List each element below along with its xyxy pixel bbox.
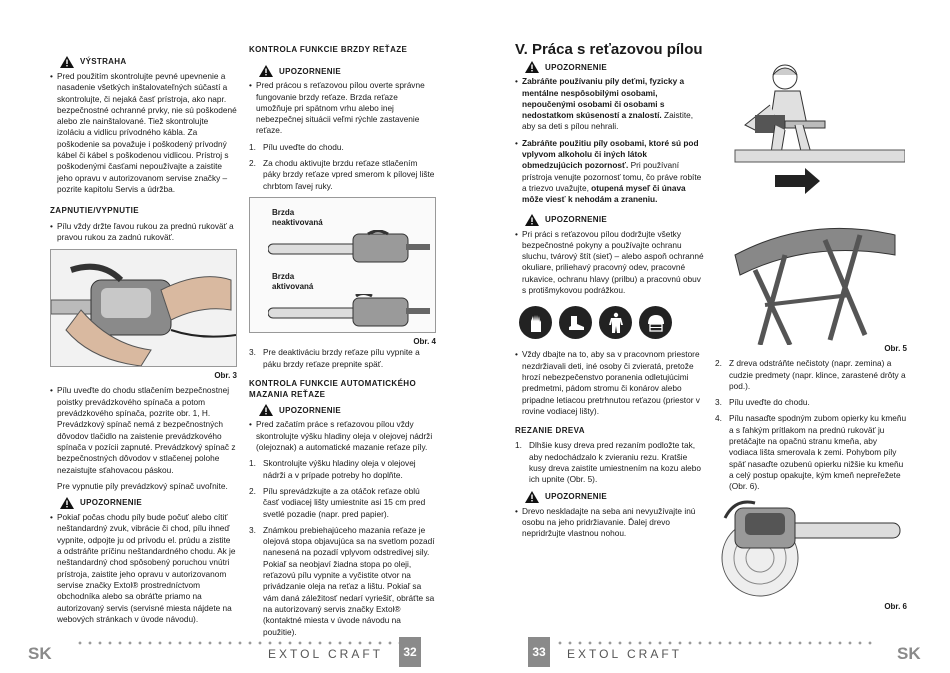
gloves-icon bbox=[519, 306, 552, 339]
figure-4-chain-brake bbox=[249, 197, 436, 333]
warning-heading: VÝSTRAHA bbox=[60, 56, 237, 68]
brake-inactive-label: Brzda neaktivovaná bbox=[272, 207, 323, 227]
page-number: 33 bbox=[528, 637, 550, 667]
cutting-step-1: 1. Dlhšie kusy dreva pred rezaním podložte tak, aby nedochádzalo k zvieraniu rezu. Kratšie kusy dreva zaistite umiestnením na kozu alebo ich upnite (Obr. 5). bbox=[515, 440, 702, 485]
brake-step-3: 3. Pre deaktiváciu brzdy reťaze pílu vypnite a páku brzdy reťaze prepnite späť. bbox=[249, 347, 420, 369]
caution-text: • Pokiaľ počas chodu píly bude počuť alebo cítiť neštandardný zvuk, vibrácie či chod, pílu ihneď vypnite, odpojte ju od prívodu el. prúdu a zistite a odstráňte príčinu neštandardného chodu. Ak je neštandardný chod spôsobený poruchou vnútri prístroja, zaistite jeho opravu v autorizovanom servise značky Extol® prostredníctvom obchodníka alebo sa obráťte priamo na autorizovaný servis (servisné miesta nájdete na webových stránkach v úvode návodu). bbox=[50, 512, 237, 625]
sawhorse-illustration bbox=[715, 55, 905, 345]
warning-icon bbox=[259, 404, 273, 416]
language-code: SK bbox=[28, 644, 52, 663]
caution-heading: UPOZORNENIE bbox=[525, 214, 705, 226]
warning-icon bbox=[259, 65, 273, 77]
caution-heading: UPOZORNENIE bbox=[525, 61, 705, 73]
chainsaw-brake-inactive-illustration bbox=[268, 230, 433, 266]
warning-icon bbox=[60, 497, 74, 509]
wood-holding-caution: • Drevo neskladajte na seba ani nevyužívajte inú osobu na jeho pridržiavanie. Ďalej drevo nepridržujte vlastnou nohou. bbox=[515, 506, 705, 540]
section-title-wood-cutting: REZANIE DREVA bbox=[515, 426, 585, 436]
figure-4-label: Obr. 4 bbox=[413, 336, 436, 346]
chapter-heading: V. Práca s reťazovou pílou bbox=[515, 41, 703, 58]
figure-5-sawhorse bbox=[715, 55, 905, 345]
left-column-2 bbox=[249, 44, 436, 643]
cutting-step-4: 4. Pílu nasaďte spodným zubom opierky ku kmeňu a s ľahkým prítlakom na prednú rukoväť ju pretáčajte na opačnú stranu kmeňa, aby vodiaca lišta smerovala k zemi. Pohybom píly späť nasaďte ozubenú opierku nižšie ku kmeňu a celý postup opakujte, kým kmeň nepreřežete (Obr. 6). bbox=[715, 413, 907, 492]
ppe-icons-row bbox=[519, 306, 705, 339]
stop-instruction: Pre vypnutie píly prevádzkový spínač uvoľnite. bbox=[57, 480, 228, 491]
caution-heading: UPOZORNENIE bbox=[259, 65, 436, 77]
alcohol-caution: • Zabráňte použitiu píly osobami, ktoré sú pod vplyvom alkoholu či iných látok obmedzujúcich pozornosť. Pri používaní prístroja venujte pozornosť tomu, čo práve robíte a triezvo uvažujte, otupená myseľ či únava môže viesť k nehodám a zraneniu. bbox=[515, 138, 705, 206]
brake-active-label: Brzda aktivovaná bbox=[272, 271, 314, 291]
chainsaw-hands-illustration bbox=[51, 250, 236, 366]
left-column-1 bbox=[50, 52, 237, 630]
protective-clothing-icon bbox=[599, 306, 632, 339]
bystanders-caution: • Vždy dbajte na to, aby sa v pracovnom priestore nezdržiavali deti, iné osoby či zvieratá, pretože hrozí nebezpečenstvo poranenia odletujúcimi predmetmi, pádom stromu či konárov alebo pripadne letiacou pretrhnutou reťazou (priestor v rovine vodiacej lišty). bbox=[515, 349, 705, 417]
helmet-visor-icon bbox=[639, 306, 672, 339]
ppe-caution: • Pri práci s reťazovou pílou dodržujte všetky bezpečnostné pokyny a používajte ochranu sluchu, tvárový štít (sieť) – alebo aspoň ochranné okuliare, priliehavý pracovný odev, pracovné rukavice, ochranu hlavy (prilbu) a pracovnú obuv s protišmykovou podrážkou. bbox=[515, 229, 705, 297]
figure-6-log-cutting bbox=[715, 498, 905, 598]
safety-boots-icon bbox=[559, 306, 592, 339]
caution-heading: UPOZORNENIE bbox=[60, 497, 237, 509]
caution-heading: UPOZORNENIE bbox=[259, 404, 436, 416]
figure-6-label: Obr. 6 bbox=[884, 601, 907, 611]
caution-heading: UPOZORNENIE bbox=[525, 491, 705, 503]
right-column-2 bbox=[715, 55, 907, 612]
lubrication-caution-text: • Pred začatím práce s reťazovou pílou vždy skontrolujte výšku hladiny oleja v olejovej nádrži (olejoznak) a automatické mazanie reťaze píly. bbox=[249, 419, 436, 453]
grip-instruction: • Pílu vždy držte ľavou rukou za prednú rukoväť a pravou rukou za zadnú rukoväť. bbox=[50, 221, 237, 244]
figure-5-label: Obr. 5 bbox=[884, 344, 907, 353]
page-number: 32 bbox=[399, 637, 421, 667]
warning-text: • Pred použitím skontrolujte pevné upevnenie a nasadenie všetkých inštalovateľných súčastí a skontrolujte, či nejaká časť prístroja, ako napr. bezpečnostné ochranné prvky, nie sú poškodené alebo zle nainštalované. Tiež skontrolujte izoláciu a vidlicu prívodného kábla. Za poškodenie sa považuje i poškodený prívodný kábel či kábel s poškodenou vidlicou. Prístroj s poškodenými časťami nepoužívajte a zaistite jeho opravu v autorizovanom servise značky – pozrite kapitolu Servis a údržba. bbox=[50, 71, 237, 195]
brake-step-1: 1. Pílu uveďte do chodu. bbox=[249, 141, 344, 152]
brake-caution-text: • Pred prácou s reťazovou pílou overte správne fungovanie brzdy reťaze. Brzda reťaze umožňuje pri spätnom vrhu alebo inej nebezpečnej situácii veľmi rýchle zastavenie reťaze. bbox=[249, 80, 436, 136]
warning-icon bbox=[525, 214, 539, 226]
brake-step-2: 2. Za chodu aktivujte brzdu reťaze stlačením páky brzdy reťaze vpred smerom k pílovej lište chrbtom ľavej ruky. bbox=[249, 158, 435, 191]
right-column-1 bbox=[515, 41, 705, 545]
cutting-step-3: 3. Pílu uveďte do chodu. bbox=[715, 397, 810, 408]
warning-icon bbox=[60, 56, 74, 68]
figure-3-chainsaw-grip bbox=[50, 249, 237, 367]
figure-3-label: Obr. 3 bbox=[214, 371, 237, 381]
chainsaw-brake-active-illustration bbox=[268, 294, 433, 330]
section-title-lubrication: KONTROLA FUNKCIE AUTOMATICKÉHO MAZANIA REŤAZE bbox=[249, 378, 417, 400]
section-title-on-off: ZAPNUTIE/VYPNUTIE bbox=[50, 206, 140, 216]
right-page bbox=[475, 0, 950, 673]
footer-dots bbox=[75, 641, 400, 645]
lubrication-step-1: 1. Skontrolujte výšku hladiny oleja v olejovej nádrži a v prípade potreby ho doplňte. bbox=[249, 458, 416, 480]
warning-icon bbox=[525, 491, 539, 503]
brand-logo: EXTOL CRAFT bbox=[268, 647, 384, 661]
lubrication-step-3: 3. Známkou prebiehajúceho mazania reťaze je olejová stopa objavujúca sa na svetlom pozadí nanesená na pozadí vplyvom odstredivej sily. Pokiaľ sa neobjaví žiadna stopa po oleji, reťazovú pílu vypnite a vyčistite otvor na privádzanie oleja na reťaz a lištu. Pokiaľ sa vám daná záležitosť nedarí vyriešiť, obráťte sa na autorizovaný servis značky Extol® (kontaktné miesta v úvode návodu na použitie). bbox=[249, 524, 435, 637]
footer-dots bbox=[555, 641, 875, 645]
log-cutting-illustration bbox=[715, 498, 905, 598]
cutting-step-2: 2. Z dreva odstráňte nečistoty (napr. zemina) a cudzie predmety (napr. klince, zarastené drôty a pod.). bbox=[715, 358, 906, 391]
section-title-brake: KONTROLA FUNKCIE BRZDY REŤAZE bbox=[249, 45, 408, 54]
warning-icon bbox=[525, 61, 539, 73]
start-instruction: • Pílu uveďte do chodu stlačením bezpečnostnej poistky prevádzkového spínača a potom prevádzkového spínača, pozrite obr. 1, H. Prevádzkový spínač nemá z bezpečnostných dôvodov tlačidlo na zaistenie prevádzkového spínača v pozícii zapnuté. Prevádzkový spínač z bezpečnostných dôvodov v stlačenej polohe nezaistujte sťahovacou páskou. bbox=[50, 385, 237, 475]
brand-logo: EXTOL CRAFT bbox=[567, 647, 683, 661]
children-caution: • Zabráňte používaniu píly deťmi, fyzicky a mentálne nespôsobilými osobami, nepoučenými osobami či osobami s nedostatkom skúseností a znalostí. Zaistite, aby sa deti s pílou nehrali. bbox=[515, 76, 705, 132]
language-code: SK bbox=[897, 644, 921, 663]
lubrication-step-2: 2. Pílu sprevádzkujte a za otáčok reťaze oblú časť vodiacej lišty umiestnite asi 15 cm pred svetlé pozadie (napr. pred papier). bbox=[249, 485, 426, 519]
